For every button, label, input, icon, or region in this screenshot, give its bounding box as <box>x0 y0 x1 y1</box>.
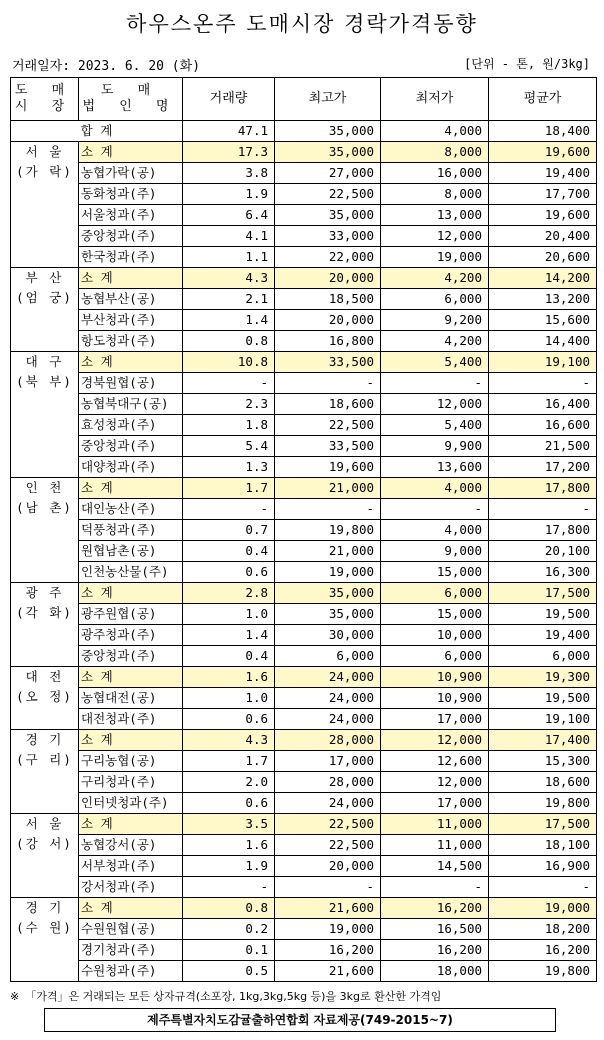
min-price-cell: 12,600 <box>381 751 489 772</box>
corp-name: 농협가락(공) <box>79 163 183 184</box>
volume-cell: 2.8 <box>183 583 275 604</box>
max-price-cell: 21,600 <box>275 961 381 982</box>
volume-cell: 0.6 <box>183 793 275 814</box>
market-name <box>11 730 79 814</box>
avg-price-cell: 19,100 <box>489 352 597 373</box>
min-price-cell: 11,000 <box>381 835 489 856</box>
min-price-cell: 6,000 <box>381 289 489 310</box>
corp-name: 농협강서(공) <box>79 835 183 856</box>
min-price-cell: 6,000 <box>381 583 489 604</box>
subtotal-label: 소 계 <box>79 730 183 751</box>
volume-cell: - <box>183 877 275 898</box>
max-price-cell: 33,000 <box>275 226 381 247</box>
subtotal-row <box>11 814 597 835</box>
grand-total-volume: 47.1 <box>183 121 275 142</box>
table-row <box>11 877 597 898</box>
corp-name: 구리농협(공) <box>79 751 183 772</box>
min-price-cell: 4,000 <box>381 520 489 541</box>
max-price-cell: - <box>275 373 381 394</box>
avg-price-cell: 19,400 <box>489 163 597 184</box>
table-row <box>11 919 597 940</box>
avg-price-cell: 16,300 <box>489 562 597 583</box>
max-price-cell: 16,800 <box>275 331 381 352</box>
corp-name: 한국청과(주) <box>79 247 183 268</box>
market-name-line1: 서 울 <box>25 144 64 159</box>
volume-cell: 1.6 <box>183 667 275 688</box>
max-price-cell: 35,000 <box>275 583 381 604</box>
table-row <box>11 247 597 268</box>
min-price-cell: - <box>381 373 489 394</box>
subtotal-label: 소 계 <box>79 142 183 163</box>
avg-price-cell: 19,800 <box>489 793 597 814</box>
grand-total-row <box>11 121 597 142</box>
corp-name: 경북원협(공) <box>79 373 183 394</box>
min-price-cell: 4,200 <box>381 331 489 352</box>
max-price-cell: 35,000 <box>275 604 381 625</box>
avg-price-cell: 19,400 <box>489 625 597 646</box>
min-price-cell: - <box>381 877 489 898</box>
header-market-line1: 도 매 <box>14 83 75 98</box>
market-name-line1: 대 전 <box>25 669 64 684</box>
corp-name: 중앙청과(주) <box>79 226 183 247</box>
min-price-cell: 16,000 <box>381 163 489 184</box>
max-price-cell: 33,500 <box>275 352 381 373</box>
min-price-cell: 9,900 <box>381 436 489 457</box>
footnote <box>10 988 441 1004</box>
subtotal-row <box>11 478 597 499</box>
table-row <box>11 184 597 205</box>
avg-price-cell: 17,500 <box>489 814 597 835</box>
corp-name: 수원청과(주) <box>79 961 183 982</box>
min-price-cell: 6,000 <box>381 646 489 667</box>
market-name-line1: 인 천 <box>25 480 64 495</box>
market-name-line1: 경 기 <box>25 732 64 747</box>
max-price-cell: 28,000 <box>275 772 381 793</box>
volume-cell: 0.1 <box>183 940 275 961</box>
max-price-cell: 22,500 <box>275 415 381 436</box>
corp-name: 대인농산(주) <box>79 499 183 520</box>
page-title: 하우스온주 도매시장 경락가격동향 <box>126 12 478 36</box>
market-name-line2: (각 화) <box>16 605 73 620</box>
table-row <box>11 562 597 583</box>
table-row <box>11 289 597 310</box>
corp-name: 효성청과(주) <box>79 415 183 436</box>
min-price-cell: - <box>381 499 489 520</box>
corp-name: 덕풍청과(주) <box>79 520 183 541</box>
avg-price-cell: 20,600 <box>489 247 597 268</box>
avg-price-cell: 18,100 <box>489 835 597 856</box>
table-row <box>11 625 597 646</box>
corp-name: 농협대전(공) <box>79 688 183 709</box>
avg-price-cell: - <box>489 877 597 898</box>
max-price-cell: - <box>275 877 381 898</box>
corp-name: 부산청과(주) <box>79 310 183 331</box>
volume-cell: - <box>183 499 275 520</box>
avg-price-cell: 17,800 <box>489 520 597 541</box>
avg-price-cell: 17,200 <box>489 457 597 478</box>
subtotal-row <box>11 268 597 289</box>
corp-name: 항도청과(주) <box>79 331 183 352</box>
volume-cell: 17.3 <box>183 142 275 163</box>
grand-total-max: 35,000 <box>275 121 381 142</box>
min-price-cell: 19,000 <box>381 247 489 268</box>
header-corp-line1: 도 매 <box>100 83 161 98</box>
min-price-cell: 10,900 <box>381 667 489 688</box>
table-row <box>11 394 597 415</box>
min-price-cell: 12,000 <box>381 226 489 247</box>
footnote-text: 「가격」은 거래되는 모든 상자규격(소포장, 1kg,3kg,5kg 등)을 3kg로 환산한 가격임 <box>25 990 442 1003</box>
avg-price-cell: 17,500 <box>489 583 597 604</box>
avg-price-cell: 19,500 <box>489 604 597 625</box>
subtotal-label: 소 계 <box>79 268 183 289</box>
unit-note: [단위 - 톤, 원/3kg] <box>464 57 590 71</box>
max-price-cell: 24,000 <box>275 688 381 709</box>
corp-name: 경기청과(주) <box>79 940 183 961</box>
avg-price-cell: 14,400 <box>489 331 597 352</box>
volume-cell: 1.6 <box>183 835 275 856</box>
corp-name: 수원원협(공) <box>79 919 183 940</box>
volume-cell: 1.7 <box>183 751 275 772</box>
avg-price-cell: 19,000 <box>489 898 597 919</box>
market-name-line2: (수 원) <box>16 920 73 935</box>
volume-cell: 4.3 <box>183 730 275 751</box>
market-name-line1: 서 울 <box>25 816 64 831</box>
avg-price-cell: 20,400 <box>489 226 597 247</box>
source-box: 제주특별자치도감귤출하연합회 자료제공(749-2015~7) <box>44 1008 556 1032</box>
min-price-cell: 17,000 <box>381 793 489 814</box>
market-name-line2: (오 정) <box>16 689 73 704</box>
volume-cell: 5.4 <box>183 436 275 457</box>
volume-cell: 2.1 <box>183 289 275 310</box>
market-name <box>11 667 79 730</box>
header-corp-line2: 법 인 명 <box>82 99 179 114</box>
table-row <box>11 457 597 478</box>
market-name <box>11 268 79 352</box>
corp-name: 농협부산(공) <box>79 289 183 310</box>
max-price-cell: 19,600 <box>275 457 381 478</box>
subtotal-row <box>11 352 597 373</box>
volume-cell: 1.0 <box>183 604 275 625</box>
market-name <box>11 352 79 478</box>
min-price-cell: 13,600 <box>381 457 489 478</box>
volume-cell: 4.1 <box>183 226 275 247</box>
max-price-cell: 30,000 <box>275 625 381 646</box>
min-price-cell: 17,000 <box>381 709 489 730</box>
header-market-line2: 시 장 <box>14 99 75 114</box>
market-name-line1: 부 산 <box>25 270 64 285</box>
header-volume: 거래량 <box>183 78 275 121</box>
table-row <box>11 688 597 709</box>
avg-price-cell: 15,600 <box>489 310 597 331</box>
max-price-cell: 20,000 <box>275 856 381 877</box>
table-row <box>11 520 597 541</box>
volume-cell: 0.6 <box>183 562 275 583</box>
volume-cell: 0.8 <box>183 331 275 352</box>
min-price-cell: 12,000 <box>381 394 489 415</box>
max-price-cell: 18,600 <box>275 394 381 415</box>
volume-cell: 1.7 <box>183 478 275 499</box>
max-price-cell: 20,000 <box>275 268 381 289</box>
subtotal-label: 소 계 <box>79 583 183 604</box>
volume-cell: 1.9 <box>183 856 275 877</box>
market-name-line2: (남 촌) <box>16 500 73 515</box>
avg-price-cell: 19,600 <box>489 205 597 226</box>
min-price-cell: 8,000 <box>381 184 489 205</box>
table-row <box>11 835 597 856</box>
corp-name: 서부청과(주) <box>79 856 183 877</box>
volume-cell: 0.4 <box>183 541 275 562</box>
min-price-cell: 15,000 <box>381 562 489 583</box>
min-price-cell: 14,500 <box>381 856 489 877</box>
market-name-line2: (엄 궁) <box>16 290 73 305</box>
max-price-cell: 19,000 <box>275 919 381 940</box>
avg-price-cell: 19,600 <box>489 142 597 163</box>
corp-name: 강서청과(주) <box>79 877 183 898</box>
table-row <box>11 751 597 772</box>
subtotal-row <box>11 667 597 688</box>
max-price-cell: 21,000 <box>275 541 381 562</box>
volume-cell: 1.1 <box>183 247 275 268</box>
header-max-price: 최고가 <box>275 78 381 121</box>
table-row <box>11 205 597 226</box>
subtotal-label: 소 계 <box>79 352 183 373</box>
avg-price-cell: 17,800 <box>489 478 597 499</box>
max-price-cell: 24,000 <box>275 667 381 688</box>
corp-name: 중앙청과(주) <box>79 436 183 457</box>
subtotal-label: 소 계 <box>79 898 183 919</box>
table-row <box>11 709 597 730</box>
market-name-line2: (가 락) <box>16 164 73 179</box>
min-price-cell: 8,000 <box>381 142 489 163</box>
volume-cell: 1.4 <box>183 310 275 331</box>
header-corporation <box>79 78 183 121</box>
avg-price-cell: 14,200 <box>489 268 597 289</box>
volume-cell: 1.9 <box>183 184 275 205</box>
table-row <box>11 373 597 394</box>
grand-total-label: 합 계 <box>11 121 183 142</box>
min-price-cell: 16,200 <box>381 898 489 919</box>
min-price-cell: 13,000 <box>381 205 489 226</box>
max-price-cell: 35,000 <box>275 205 381 226</box>
corp-name: 중앙청과(주) <box>79 646 183 667</box>
min-price-cell: 15,000 <box>381 604 489 625</box>
volume-cell: - <box>183 373 275 394</box>
market-name-line2: (강 서) <box>16 836 73 851</box>
avg-price-cell: 16,600 <box>489 415 597 436</box>
avg-price-cell: - <box>489 373 597 394</box>
min-price-cell: 12,000 <box>381 730 489 751</box>
max-price-cell: 22,000 <box>275 247 381 268</box>
table-row <box>11 163 597 184</box>
min-price-cell: 9,200 <box>381 310 489 331</box>
avg-price-cell: - <box>489 499 597 520</box>
min-price-cell: 18,000 <box>381 961 489 982</box>
max-price-cell: 22,500 <box>275 814 381 835</box>
table-row <box>11 541 597 562</box>
min-price-cell: 9,000 <box>381 541 489 562</box>
footnote-mark: ※ <box>10 990 20 1003</box>
avg-price-cell: 15,300 <box>489 751 597 772</box>
avg-price-cell: 20,100 <box>489 541 597 562</box>
volume-cell: 1.0 <box>183 688 275 709</box>
header-market <box>11 78 79 121</box>
avg-price-cell: 19,300 <box>489 667 597 688</box>
max-price-cell: 6,000 <box>275 646 381 667</box>
header-avg-price: 평균가 <box>489 78 597 121</box>
avg-price-cell: 19,800 <box>489 961 597 982</box>
max-price-cell: - <box>275 499 381 520</box>
corp-name: 서울청과(주) <box>79 205 183 226</box>
header-row <box>11 78 597 121</box>
volume-cell: 1.3 <box>183 457 275 478</box>
table-body <box>11 121 597 982</box>
corp-name: 광주원협(공) <box>79 604 183 625</box>
avg-price-cell: 13,200 <box>489 289 597 310</box>
header-min-price: 최저가 <box>381 78 489 121</box>
corp-name: 대양청과(주) <box>79 457 183 478</box>
subtotal-row <box>11 142 597 163</box>
min-price-cell: 5,400 <box>381 415 489 436</box>
avg-price-cell: 18,600 <box>489 772 597 793</box>
min-price-cell: 12,000 <box>381 772 489 793</box>
table-row <box>11 415 597 436</box>
volume-cell: 0.4 <box>183 646 275 667</box>
min-price-cell: 5,400 <box>381 352 489 373</box>
volume-cell: 3.8 <box>183 163 275 184</box>
max-price-cell: 21,000 <box>275 478 381 499</box>
avg-price-cell: 21,500 <box>489 436 597 457</box>
market-name-line1: 대 구 <box>25 354 64 369</box>
corp-name: 인터넷청과(주) <box>79 793 183 814</box>
corp-name: 원협남촌(공) <box>79 541 183 562</box>
max-price-cell: 20,000 <box>275 310 381 331</box>
table-row <box>11 856 597 877</box>
subtotal-row <box>11 583 597 604</box>
volume-cell: 0.6 <box>183 709 275 730</box>
market-name <box>11 814 79 898</box>
table-row <box>11 310 597 331</box>
max-price-cell: 28,000 <box>275 730 381 751</box>
table-row <box>11 226 597 247</box>
table-row <box>11 772 597 793</box>
max-price-cell: 17,000 <box>275 751 381 772</box>
max-price-cell: 22,500 <box>275 184 381 205</box>
subtotal-row <box>11 898 597 919</box>
volume-cell: 10.8 <box>183 352 275 373</box>
max-price-cell: 16,200 <box>275 940 381 961</box>
max-price-cell: 35,000 <box>275 142 381 163</box>
volume-cell: 2.3 <box>183 394 275 415</box>
volume-cell: 3.5 <box>183 814 275 835</box>
grand-total-avg: 18,400 <box>489 121 597 142</box>
grand-total-min: 4,000 <box>381 121 489 142</box>
volume-cell: 4.3 <box>183 268 275 289</box>
market-name <box>11 142 79 268</box>
max-price-cell: 21,600 <box>275 898 381 919</box>
table-row <box>11 940 597 961</box>
min-price-cell: 4,200 <box>381 268 489 289</box>
max-price-cell: 19,000 <box>275 562 381 583</box>
market-name-line2: (구 리) <box>16 752 73 767</box>
volume-cell: 0.8 <box>183 898 275 919</box>
avg-price-cell: 16,200 <box>489 940 597 961</box>
subtotal-label: 소 계 <box>79 667 183 688</box>
corp-name: 구리청과(주) <box>79 772 183 793</box>
volume-cell: 0.7 <box>183 520 275 541</box>
max-price-cell: 33,500 <box>275 436 381 457</box>
trade-date: 거래일자: 2023. 6. 20 (화) <box>12 59 201 74</box>
max-price-cell: 24,000 <box>275 709 381 730</box>
market-name-line2: (북 부) <box>16 374 73 389</box>
price-table <box>10 77 597 982</box>
corp-name: 광주청과(주) <box>79 625 183 646</box>
subtotal-label: 소 계 <box>79 814 183 835</box>
subtotal-label: 소 계 <box>79 478 183 499</box>
table-row <box>11 793 597 814</box>
avg-price-cell: 16,900 <box>489 856 597 877</box>
table-row <box>11 331 597 352</box>
max-price-cell: 19,800 <box>275 520 381 541</box>
table-row <box>11 646 597 667</box>
table-row <box>11 604 597 625</box>
min-price-cell: 16,500 <box>381 919 489 940</box>
corp-name: 인천농산물(주) <box>79 562 183 583</box>
max-price-cell: 18,500 <box>275 289 381 310</box>
min-price-cell: 11,000 <box>381 814 489 835</box>
avg-price-cell: 16,400 <box>489 394 597 415</box>
volume-cell: 0.2 <box>183 919 275 940</box>
min-price-cell: 4,000 <box>381 478 489 499</box>
market-name <box>11 898 79 982</box>
avg-price-cell: 17,700 <box>489 184 597 205</box>
min-price-cell: 10,000 <box>381 625 489 646</box>
min-price-cell: 16,200 <box>381 940 489 961</box>
avg-price-cell: 17,400 <box>489 730 597 751</box>
volume-cell: 1.8 <box>183 415 275 436</box>
max-price-cell: 24,000 <box>275 793 381 814</box>
avg-price-cell: 19,500 <box>489 688 597 709</box>
corp-name: 농협북대구(공) <box>79 394 183 415</box>
market-name-line1: 광 주 <box>25 585 64 600</box>
max-price-cell: 22,500 <box>275 835 381 856</box>
avg-price-cell: 18,200 <box>489 919 597 940</box>
market-name <box>11 478 79 583</box>
corp-name: 대전청과(주) <box>79 709 183 730</box>
table-row <box>11 961 597 982</box>
market-name-line1: 경 기 <box>25 900 64 915</box>
volume-cell: 1.4 <box>183 625 275 646</box>
market-name <box>11 583 79 667</box>
subtotal-row <box>11 730 597 751</box>
avg-price-cell: 6,000 <box>489 646 597 667</box>
avg-price-cell: 19,100 <box>489 709 597 730</box>
corp-name: 동화청과(주) <box>79 184 183 205</box>
volume-cell: 6.4 <box>183 205 275 226</box>
max-price-cell: 27,000 <box>275 163 381 184</box>
table-row <box>11 436 597 457</box>
volume-cell: 0.5 <box>183 961 275 982</box>
min-price-cell: 10,900 <box>381 688 489 709</box>
table-row <box>11 499 597 520</box>
volume-cell: 2.0 <box>183 772 275 793</box>
